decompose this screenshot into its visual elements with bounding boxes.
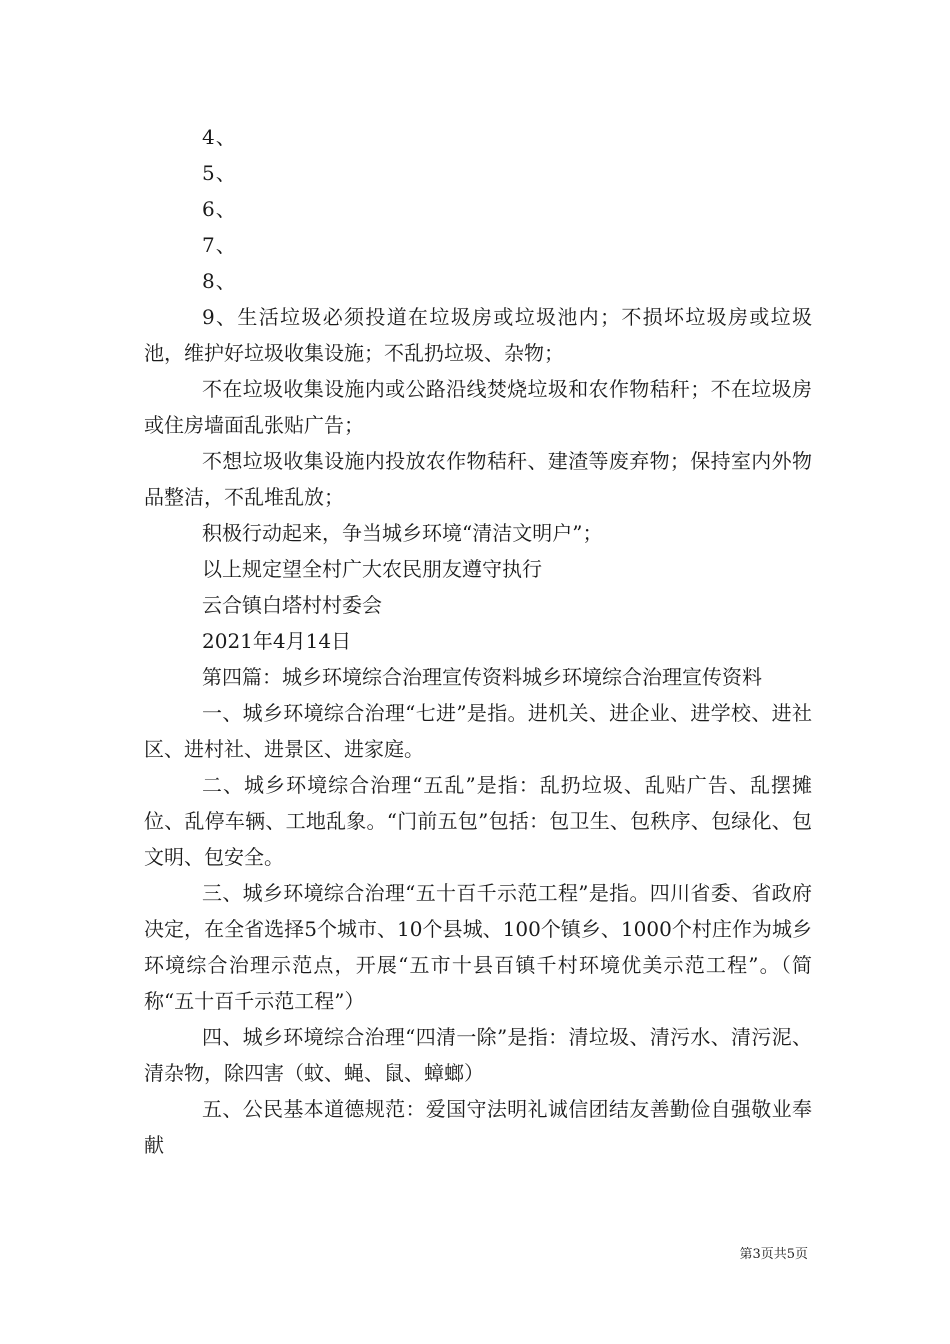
point-three-paragraph: 三、城乡环境综合治理“五十百千示范工程”是指。四川省委、省政府决定，在全省选择5个城市、10个县城、100个镇乡、1000个村庄作为城乡环境综合治理示范点，开展“五市十县百镇千村环境优美示范工程”。（简称“五十百千示范工程”） (144, 881, 812, 1013)
point-five-paragraph: 五、公民基本道德规范：爱国守法明礼诚信团结友善勤俭自强敬业奉献 (144, 1097, 812, 1157)
compliance-paragraph: 以上规定望全村广大农民朋友遵守执行 (202, 557, 542, 581)
list-item-6: 6、 (202, 197, 237, 221)
no-dumping-paragraph: 不想垃圾收集设施内投放农作物秸秆、建渣等废弃物；保持室内外物品整洁，不乱堆乱放； (144, 449, 812, 509)
document-body (144, 119, 812, 1163)
clean-household-paragraph: 积极行动起来，争当城乡环境“清洁文明户”； (202, 521, 603, 545)
no-burning-paragraph: 不在垃圾收集设施内或公路沿线焚烧垃圾和农作物秸秆；不在垃圾房或住房墙面乱张贴广告； (144, 377, 812, 437)
signature-date: 2021年4月14日 (202, 629, 352, 653)
list-item-5: 5、 (202, 161, 237, 185)
rule-9-paragraph: 9、生活垃圾必须投道在垃圾房或垃圾池内；不损坏垃圾房或垃圾池，维护好垃圾收集设施；不乱扔垃圾、杂物； (144, 305, 812, 365)
point-four-paragraph: 四、城乡环境综合治理“四清一除”是指：清垃圾、清污水、清污泥、清杂物，除四害（蚊、蝇、鼠、蟑螂） (144, 1025, 812, 1085)
list-item-8: 8、 (202, 269, 237, 293)
signature-organization: 云合镇白塔村村委会 (202, 593, 382, 617)
list-item-4: 4、 (202, 125, 237, 149)
point-one-paragraph: 一、城乡环境综合治理“七进”是指。进机关、进企业、进学校、进社区、进村社、进景区、进家庭。 (144, 701, 812, 761)
page-number-footer: 第3页共5页 (739, 1247, 808, 1262)
list-item-7: 7、 (202, 233, 237, 257)
section-four-heading: 第四篇：城乡环境综合治理宣传资料城乡环境综合治理宣传资料 (202, 665, 762, 689)
point-two-paragraph: 二、城乡环境综合治理“五乱”是指：乱扔垃圾、乱贴广告、乱摆摊位、乱停车辆、工地乱象。“门前五包”包括：包卫生、包秩序、包绿化、包文明、包安全。 (144, 773, 812, 869)
